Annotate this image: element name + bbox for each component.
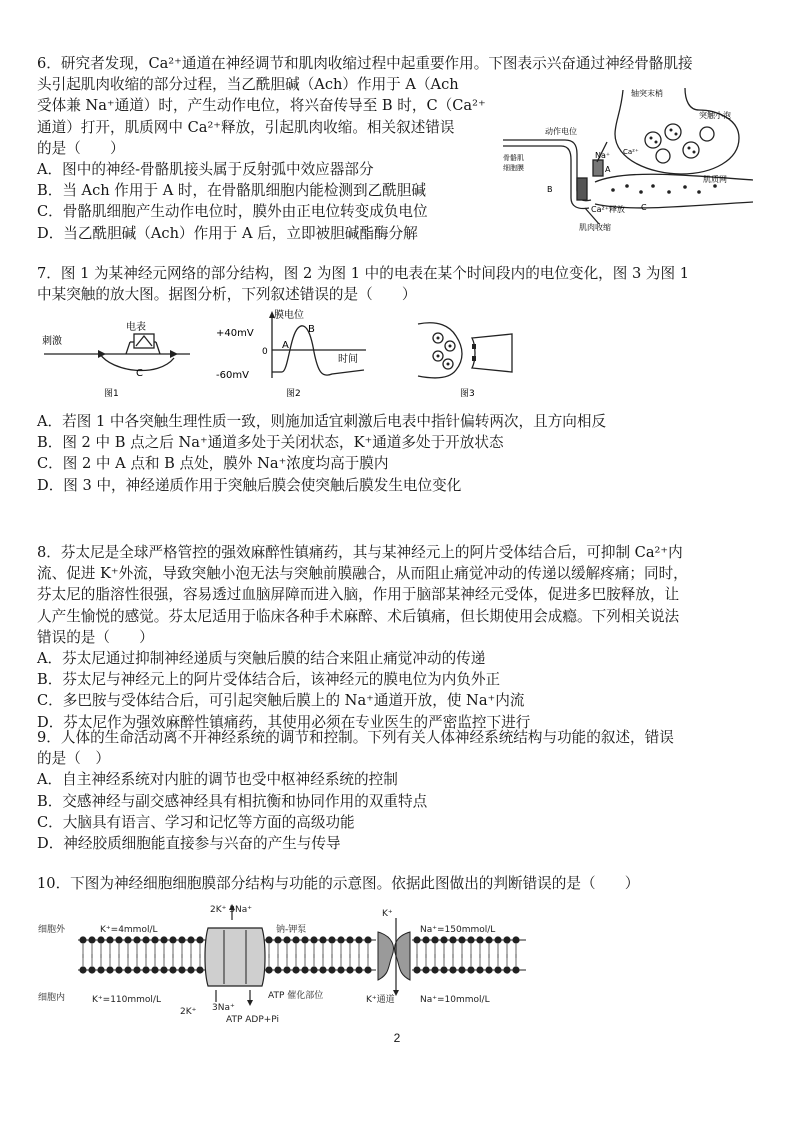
question-7 <box>37 263 757 305</box>
lipid-head <box>88 966 95 973</box>
q7-line-2: 中某突触的放大图。据图分析，下列叙述错误的是（ ） <box>37 286 417 304</box>
q6-fig-contraction-label: 肌肉收缩 <box>579 223 611 232</box>
q6-option-c: C．骨骼肌细胞产生动作电位时，膜外由正电位转变成负电位 <box>37 203 428 221</box>
question-10 <box>37 873 757 894</box>
q8-option-b: B．芬太尼与神经元上的阿片受体结合后，该神经元的膜电位为内负外正 <box>37 671 501 689</box>
lipid-head <box>494 936 501 943</box>
q7-fig1-caption: 图1 <box>104 389 119 399</box>
lipid-head <box>476 966 483 973</box>
q8-option-a: A．芬太尼通过抑制神经递质与突触后膜的结合来阻止痛觉冲动的传递 <box>37 650 486 668</box>
lipid-head <box>319 936 326 943</box>
lipid-head <box>494 966 501 973</box>
q6-fig-axon-label: 轴突末梢 <box>631 89 663 98</box>
lipid-head <box>458 936 465 943</box>
q6-fig-ca-label: Ca²⁺ <box>623 148 639 156</box>
lipid-head <box>503 936 510 943</box>
q6-line-4: 通道）打开，肌质网中 Ca²⁺释放，引起肌肉收缩。相关叙述错误 <box>37 118 455 136</box>
q10-line-1: 10．下图为神经细胞细胞膜部分结构与功能的示意图。依据此图做出的判断错误的是（ ） <box>37 875 640 892</box>
lipid-head <box>187 936 194 943</box>
q9-option-b: B．交感神经与副交感神经具有相抗衡和协同作用的双重特点 <box>37 792 428 810</box>
lipid-head <box>178 936 185 943</box>
q6-line-2: 头引起肌肉收缩的部分过程，当乙酰胆碱（Ach）作用于 A（Ach <box>37 76 459 94</box>
lipid-head <box>440 936 447 943</box>
lipid-head <box>151 936 158 943</box>
lipid-head <box>310 966 317 973</box>
q7-fig3-caption: 图3 <box>460 389 475 399</box>
q7-option-c: C．图 2 中 A 点和 B 点处，膜外 Na⁺浓度均高于膜内 <box>37 455 389 473</box>
q10-outside-label: 细胞外 <box>38 925 66 935</box>
lipid-head <box>292 936 299 943</box>
q10-3na: 3Na⁺ <box>212 1003 235 1013</box>
q7-fig1-meter-label: 电表 <box>126 322 146 333</box>
q10-atp-site: ATP 催化部位 <box>268 991 324 1001</box>
q6-fig-ca-release-label: Ca²⁺释放 <box>591 205 625 214</box>
lipid-head <box>485 966 492 973</box>
lipid-head <box>115 966 122 973</box>
lipid-head <box>133 936 140 943</box>
lipid-head <box>97 966 104 973</box>
q6-fig-a-label: A <box>605 165 611 174</box>
lipid-head <box>467 936 474 943</box>
lipid-head <box>449 966 456 973</box>
lipid-head <box>364 936 371 943</box>
q10-2k: 2K⁺ <box>180 1007 197 1017</box>
q7-fig2-top: +40mV <box>216 328 254 339</box>
lipid-head <box>196 966 203 973</box>
q6-option-d: D．当乙酰胆碱（Ach）作用于 A 后，立即被胆碱酯酶分解 <box>37 224 418 242</box>
lipid-head <box>301 936 308 943</box>
q6-fig-ap-label: 动作电位 <box>545 127 577 136</box>
lipid-head <box>301 966 308 973</box>
q10-k-out: K⁺=4mmol/L <box>100 925 158 935</box>
lipid-head <box>124 936 131 943</box>
lipid-head <box>106 936 113 943</box>
q7-fig2-b: B <box>308 324 315 335</box>
q9-option-c: C．大脑具有语言、学习和记忆等方面的高级功能 <box>37 813 355 831</box>
lipid-head <box>160 966 167 973</box>
q7-figure-3 <box>416 316 516 400</box>
lipid-head <box>310 936 317 943</box>
q6-figure-neuromuscular-junction <box>503 82 755 234</box>
q7-fig2-xlabel: 时间 <box>338 354 358 365</box>
q10-k-channel: K⁺通道 <box>366 995 395 1005</box>
lipid-head <box>512 966 519 973</box>
lipid-head <box>106 966 113 973</box>
lipid-head <box>79 936 86 943</box>
lipid-head <box>431 936 438 943</box>
q7-option-d: D．图 3 中，神经递质作用于突触后膜会使突触后膜发生电位变化 <box>37 476 462 494</box>
q6-option-a: A．图中的神经-骨骼肌接头属于反射弧中效应器部分 <box>37 161 374 179</box>
lipid-head <box>458 966 465 973</box>
q10-atp-adp: ATP ADP+Pi <box>226 1015 280 1025</box>
q7-fig1-c-label: C <box>136 368 143 379</box>
q7-line-1: 7．图 1 为某神经元网络的部分结构，图 2 为图 1 中的电表在某个时间段内的电位变化，图 3 为图 1 <box>37 265 690 282</box>
q8-option-d: D．芬太尼作为强效麻醉性镇痛药，其使用必须在专业医生的严密监控下进行 <box>37 713 531 731</box>
lipid-head <box>431 966 438 973</box>
q6-fig-na-label: Na⁺ <box>595 151 611 160</box>
q6-fig-muscle-label-1: 骨骼肌 <box>503 154 524 162</box>
q10-pump-label: 钠-钾泵 <box>276 925 307 935</box>
q8-option-c: C．多巴胺与受体结合后，可引起突触后膜上的 Na⁺通道开放，使 Na⁺内流 <box>37 692 525 710</box>
lipid-head <box>124 966 131 973</box>
lipid-head <box>449 936 456 943</box>
q10-na-out: Na⁺=150mmol/L <box>420 925 496 935</box>
lipid-head <box>328 966 335 973</box>
lipid-head <box>485 936 492 943</box>
lipid-head <box>274 966 281 973</box>
lipid-head <box>88 936 95 943</box>
q8-line-2: 流、促进 K⁺外流，导致突触小泡无法与突触前膜融合，从而阻止痛觉冲动的传递以缓解疼痛；同时， <box>37 565 688 583</box>
lipid-head <box>292 966 299 973</box>
q6-line-5: 的是（ ） <box>37 139 125 157</box>
lipid-head <box>413 966 420 973</box>
q10-figure-membrane <box>36 902 526 1026</box>
q7-option-a: A．若图 1 中各突触生理性质一致，则施加适宜刺激后电表中指针偏转两次，且方向相反 <box>37 413 607 430</box>
q8-line-4: 人产生愉悦的感觉。芬太尼适用于临床各种手术麻醉、术后镇痛，但长期使用会成瘾。下列相关说法 <box>37 607 680 625</box>
lipid-head <box>265 936 272 943</box>
q7-fig1-stim-label: 刺激 <box>42 336 62 347</box>
q8-line-1: 8．芬太尼是全球严格管控的强效麻醉性镇痛药，其与某神经元上的阿片受体结合后，可抑制 Ca²⁺内 <box>37 544 683 561</box>
lipid-head <box>169 966 176 973</box>
lipid-head <box>422 966 429 973</box>
q8-line-5: 错误的是（ ） <box>37 628 154 646</box>
lipid-head <box>355 966 362 973</box>
lipid-head <box>196 936 203 943</box>
lipid-head <box>169 936 176 943</box>
lipid-head <box>346 936 353 943</box>
lipid-head <box>142 936 149 943</box>
lipid-head <box>346 966 353 973</box>
q10-na-in: Na⁺=10mmol/L <box>420 995 490 1005</box>
q6-fig-sr-label: 肌质网 <box>703 175 727 184</box>
lipid-head <box>178 966 185 973</box>
lipid-head <box>265 966 272 973</box>
q6-line-3: 受体兼 Na⁺通道）时，产生动作电位，将兴奋传导至 B 时，C（Ca²⁺ <box>37 97 486 115</box>
lipid-head <box>364 966 371 973</box>
lipid-head <box>413 936 420 943</box>
q7-fig2-bottom: -60mV <box>216 370 249 381</box>
q9-line-2: 的是（ ） <box>37 750 110 768</box>
q9-line-1: 9．人体的生命活动离不开神经系统的调节和控制。下列有关人体神经系统结构与功能的叙述，错误 <box>37 729 674 746</box>
q10-top-ions: 2K⁺ 3Na⁺ <box>210 905 252 915</box>
q6-fig-c-label: C <box>641 203 647 212</box>
lipid-head <box>115 936 122 943</box>
lipid-head <box>187 966 194 973</box>
lipid-head <box>503 966 510 973</box>
lipid-head <box>97 936 104 943</box>
lipid-head <box>476 936 483 943</box>
q6-fig-muscle-label-2: 细胞膜 <box>503 164 524 172</box>
lipid-head <box>142 966 149 973</box>
question-7-options <box>37 411 757 496</box>
lipid-head <box>160 936 167 943</box>
q6-fig-b-label: B <box>547 185 553 194</box>
lipid-head <box>133 966 140 973</box>
lipid-head <box>319 966 326 973</box>
q6-fig-vesicle-label: 突触小泡 <box>699 111 731 120</box>
q6-line-1: 6．研究者发现，Ca²⁺通道在神经调节和肌肉收缩过程中起重要作用。下图表示兴奋通过神经骨骼肌接 <box>37 55 693 72</box>
lipid-head <box>512 936 519 943</box>
q7-fig2-a: A <box>282 340 289 351</box>
question-8 <box>37 542 757 733</box>
q7-option-b: B．图 2 中 B 点之后 Na⁺通道多处于关闭状态，K⁺通道多处于开放状态 <box>37 434 504 452</box>
lipid-head <box>422 936 429 943</box>
lipid-head <box>467 966 474 973</box>
q7-figure-1 <box>40 316 200 400</box>
lipid-head <box>151 966 158 973</box>
q10-k-in: K⁺=110mmol/L <box>92 995 161 1005</box>
q9-option-d: D．神经胶质细胞能直接参与兴奋的产生与传导 <box>37 835 341 853</box>
q10-inside-label: 细胞内 <box>38 993 66 1003</box>
lipid-head <box>355 936 362 943</box>
q7-figure-2 <box>216 308 386 400</box>
lipid-head <box>283 966 290 973</box>
lipid-head <box>79 966 86 973</box>
lipid-head <box>337 936 344 943</box>
page-number: 2 <box>393 1031 401 1045</box>
question-9 <box>37 727 757 854</box>
lipid-head <box>283 936 290 943</box>
lipid-head <box>440 966 447 973</box>
q9-option-a: A．自主神经系统对内脏的调节也受中枢神经系统的控制 <box>37 771 398 789</box>
q10-k-top: K⁺ <box>382 909 393 919</box>
q6-option-b: B．当 Ach 作用于 A 时，在骨骼肌细胞内能检测到乙酰胆碱 <box>37 182 426 200</box>
q8-line-3: 芬太尼的脂溶性很强，容易透过血脑屏障而进入脑，作用于脑部某神经元受体，促进多巴胺释放，让 <box>37 586 680 604</box>
q7-fig2-caption: 图2 <box>286 389 301 399</box>
lipid-head <box>328 936 335 943</box>
lipid-head <box>274 936 281 943</box>
q7-fig2-zero: 0 <box>262 347 268 357</box>
lipid-head <box>337 966 344 973</box>
q7-fig2-ylabel: 膜电位 <box>274 310 304 321</box>
